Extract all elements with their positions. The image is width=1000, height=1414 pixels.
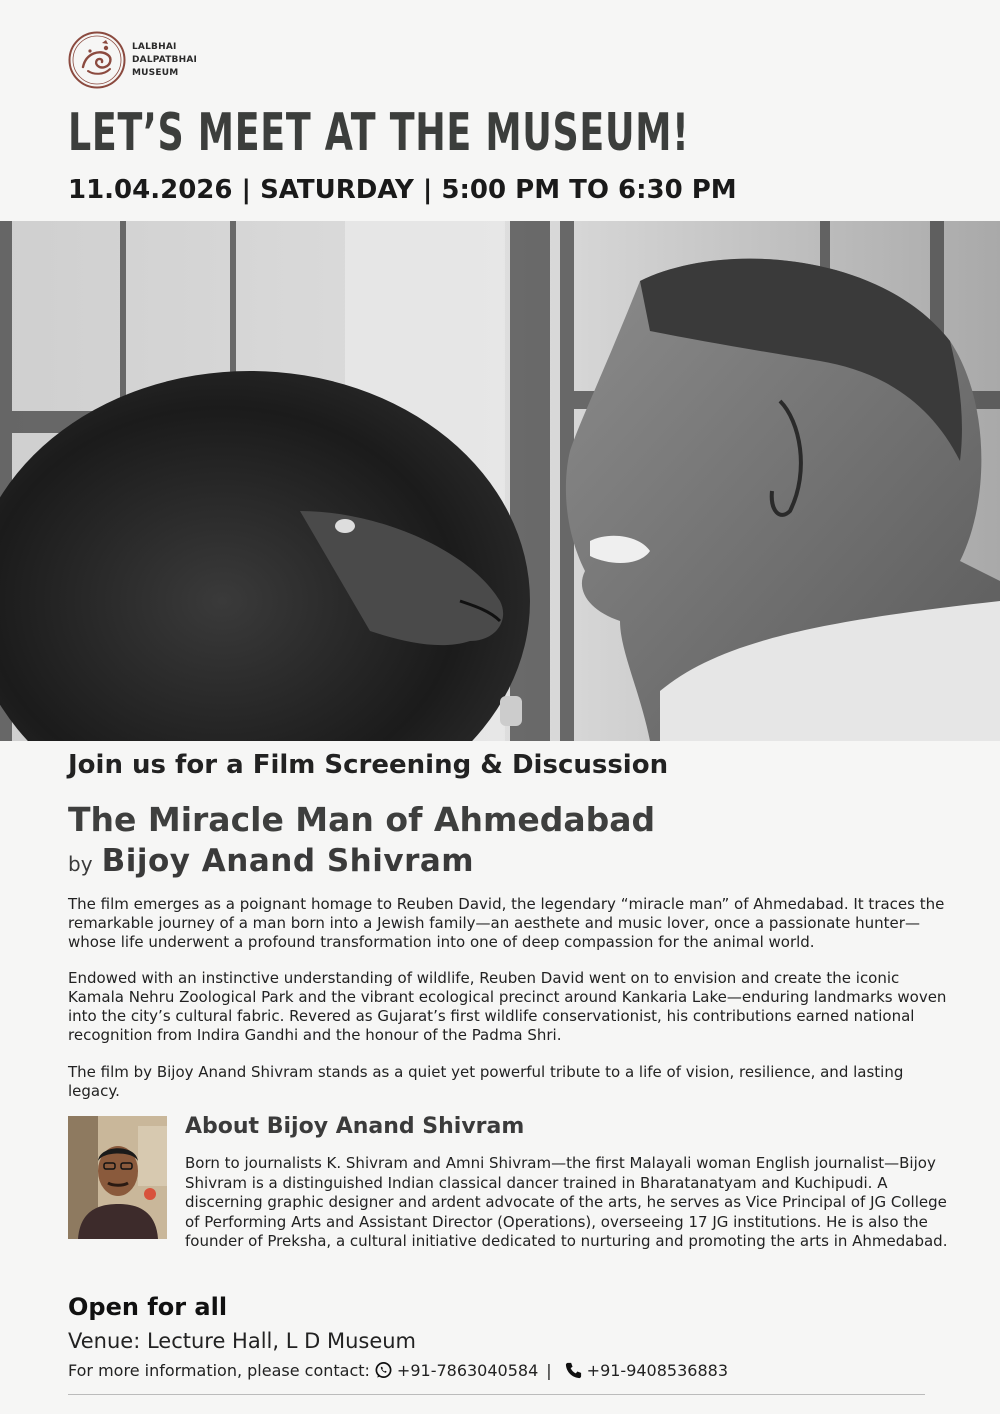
event-type: Join us for a Film Screening & Discussion [68, 750, 669, 780]
description-paragraph-1: The film emerges as a poignant homage to Reuben David, the legendary “miracle man” of Ahmedabad. It traces the remarkable journey of a man born into a Jewish family—an aesthete and music lover, once a passionate hunter—whose life underwent a profound transformation into one of deep compassion for the animal world. [68, 895, 945, 951]
museum-logo [68, 31, 197, 89]
about-title: About Bijoy Anand Shivram [185, 1114, 525, 1139]
museum-emblem-icon [68, 31, 126, 89]
byline [68, 843, 474, 879]
hero-photo [0, 221, 1000, 741]
venue: Venue: Lecture Hall, L D Museum [68, 1329, 417, 1353]
bottom-divider [68, 1394, 925, 1395]
description-paragraph-3: The film by Bijoy Anand Shivram stands as a quiet yet powerful tribute to a life of vision, resilience, and lasting legacy. [68, 1063, 904, 1100]
event-datetime: 11.04.2026 | SATURDAY | 5:00 PM TO 6:30 PM [68, 175, 737, 205]
logo-line-2: DALPATBHAI [132, 54, 198, 65]
museum-name [132, 41, 197, 80]
contact-info [68, 1361, 728, 1380]
description-paragraph-2: Endowed with an instinctive understanding of wildlife, Reuben David went on to envision and create the iconic Kamala Nehru Zoological Park and the vibrant ecological precinct around Kankaria Lake—enduring landmarks woven into the city’s cultural fabric. Revered as Gujarat’s first wildlife conservationist, his contributions earned national recognition from Indira Gandhi and the honour of the Padma Shri. [68, 969, 947, 1044]
author-portrait [68, 1116, 167, 1239]
about-body: Born to journalists K. Shivram and Amni Shivram—the first Malayali woman English journalist—Bijoy Shivram is a distinguished Indian classical dancer trained in Bharatanatyam and Kuchipudi. A discerning graphic designer and ardent advocate of the arts, he serves as Vice Principal of JG College of Performing Arts and Assistant Director (Operations), overseeing 17 JG institutions. He is also the founder of Preksha, a cultural initiative dedicated to nurturing and promoting the arts in Ahmedabad. [185, 1154, 948, 1250]
contact-separator: | [546, 1361, 552, 1380]
contact-prefix: For more information, please contact: [68, 1361, 370, 1380]
open-for-all: Open for all [68, 1293, 228, 1321]
film-title: The Miracle Man of Ahmedabad [68, 800, 656, 839]
whatsapp-number-link[interactable]: +91-7863040584 [396, 1361, 539, 1380]
phone-icon [564, 1361, 583, 1380]
by-word: by [68, 852, 93, 876]
logo-line-3: MUSEUM [132, 67, 179, 78]
logo-line-1: LALBHAI [132, 41, 177, 52]
director-name: Bijoy Anand Shivram [101, 843, 475, 879]
whatsapp-icon [374, 1361, 393, 1380]
headline: LET’S MEET AT THE MUSEUM! [68, 103, 690, 163]
phone-number-link[interactable]: +91-9408536883 [586, 1361, 728, 1380]
